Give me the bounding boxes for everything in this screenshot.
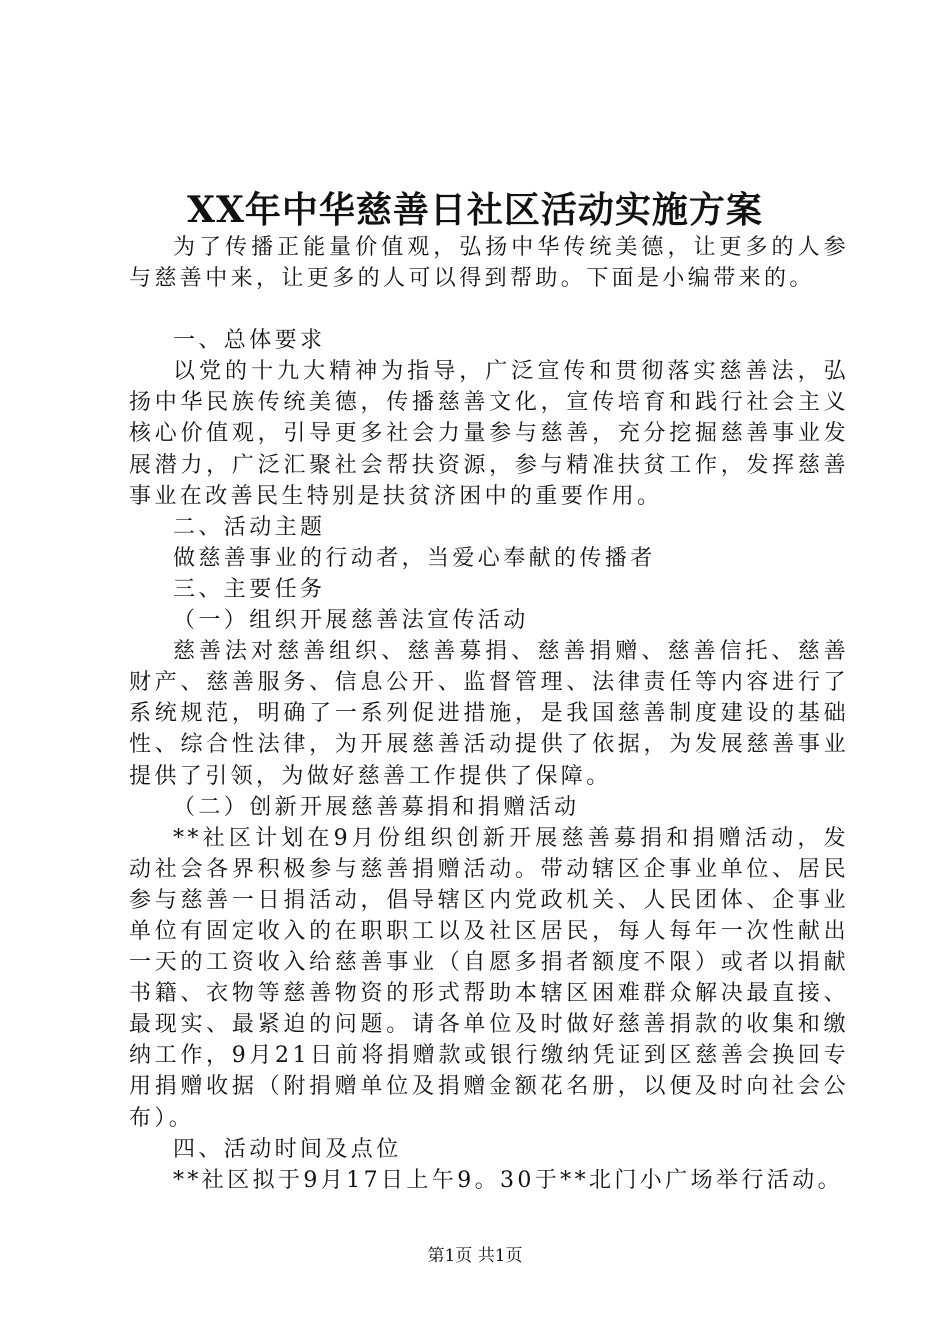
document-body — [129, 232, 849, 1196]
subsection-heading-law-publicity: （一）组织开展慈善法宣传活动 — [173, 608, 529, 634]
document-title: XX年中华慈善日社区活动实施方案 — [187, 189, 763, 231]
page-footer: 第1页 共1页 — [427, 1246, 523, 1266]
section-heading-activity-theme: 二、活动主题 — [173, 514, 326, 540]
body-paragraph: 慈善法对慈善组织、慈善募捐、慈善捐赠、慈善信托、慈善财产、慈善服务、信息公开、监督管理、法律责任等内容进行了系统规范，明确了一系列促进措施，是我国慈善制度建设的基础性、综合性法律，为开展慈善活动提供了依据，为发展慈善事业提供了引领，为做好慈善工作提供了保障。 — [129, 639, 849, 789]
body-paragraph: 以党的十九大精神为指导，广泛宣传和贯彻落实慈善法，弘扬中华民族传统美德，传播慈善文化，宣传培育和践行社会主义核心价值观，引导更多社会力量参与慈善，充分挖掘慈善事业发展潜力，广泛汇聚社会帮扶资源，参与精准扶贫工作，发挥慈善事业在改善民生特别是扶贫济困中的重要作用。 — [129, 359, 849, 509]
section-heading-general-requirements: 一、总体要求 — [173, 328, 326, 354]
section-heading-time-and-location: 四、活动时间及点位 — [173, 1136, 402, 1162]
section-heading-main-tasks: 三、主要任务 — [173, 576, 326, 602]
intro-paragraph: 为了传播正能量价值观，弘扬中华传统美德，让更多的人参与慈善中来，让更多的人可以得到帮助。下面是小编带来的。 — [129, 235, 849, 292]
body-paragraph: **社区拟于9月17日上午9。30于**北门小广场举行活动。 — [173, 1167, 843, 1193]
body-paragraph: **社区计划在9月份组织创新开展慈善募捐和捐赠活动，发动社会各界积极参与慈善捐赠活动。带动辖区企事业单位、居民参与慈善一日捐活动，倡导辖区内党政机关、人民团体、企事业单位有固定收入的在职职工以及社区居民，每人每年一次性献出一天的工资收入给慈善事业（自愿多捐者额度不限）或者以捐献书籍、衣物等慈善物资的形式帮助本辖区困难群众解决最直接、最现实、最紧迫的问题。请各单位及时做好慈善捐款的收集和缴纳工作，9月21日前将捐赠款或银行缴纳凭证到区慈善会换回专用捐赠收据（附捐赠单位及捐赠金额花名册，以便及时向社会公布）。 — [129, 825, 849, 1131]
body-paragraph: 做慈善事业的行动者，当爱心奉献的传播者 — [173, 545, 656, 571]
subsection-heading-donation-activity: （二）创新开展慈善募捐和捐赠活动 — [173, 794, 580, 820]
